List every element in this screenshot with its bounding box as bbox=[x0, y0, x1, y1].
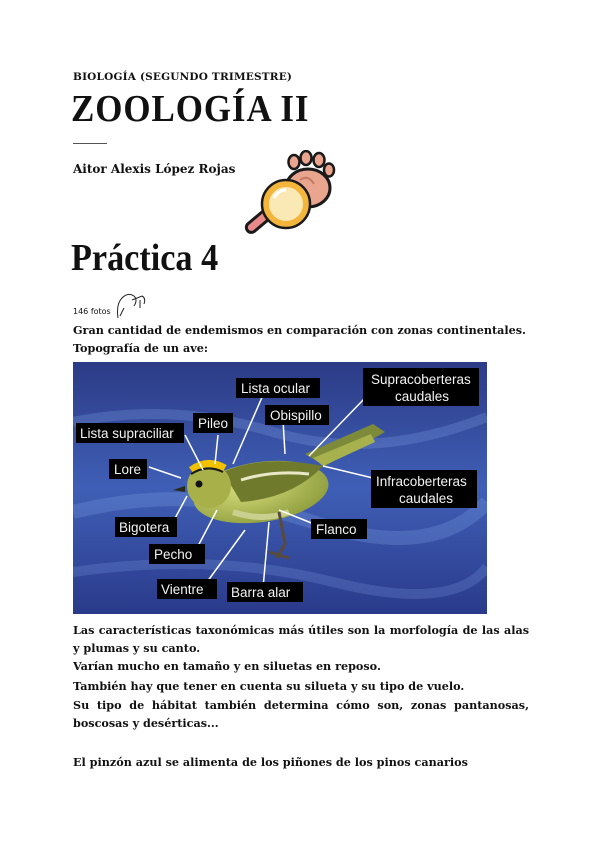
label-infracoberteras: Infracoberteras bbox=[376, 474, 467, 489]
document-title: ZOOLOGÍA II bbox=[71, 88, 310, 130]
photos-note: 146 fotos bbox=[73, 307, 111, 316]
paragraph-pinzon: El pinzón azul se alimenta de los piñones de los pinos canarios bbox=[73, 755, 468, 769]
paragraph-habitat: Su tipo de hábitat también determina cómo son, zonas pantanosas, boscosas y desérticas... bbox=[73, 698, 529, 730]
label-lore: Lore bbox=[114, 462, 142, 477]
course-subtitle: BIOLOGÍA (SEGUNDO TRIMESTRE) bbox=[73, 71, 293, 83]
handwritten-scribble-icon bbox=[114, 290, 150, 320]
label-bigotera: Bigotera bbox=[119, 520, 170, 535]
paragraph-taxonomic: Las características taxonómicas más útiles son la morfología de las alas y plumas y su canto. bbox=[73, 623, 529, 655]
label-supracoberteras: Supracoberteras bbox=[371, 372, 471, 387]
paragraph-flight: También hay que tener en cuenta su silueta y su tipo de vuelo. bbox=[73, 679, 465, 693]
label-barra-alar: Barra alar bbox=[231, 585, 291, 600]
paragraph-size: Varían mucho en tamaño y en siluetas en reposo. bbox=[73, 659, 381, 673]
label-obispillo: Obispillo bbox=[270, 408, 322, 423]
paragraph-endemism: Gran cantidad de endemismos en comparación con zonas continentales. bbox=[73, 323, 526, 337]
label-lista-supraciliar: Lista supraciliar bbox=[80, 426, 174, 441]
label-supracoberteras-caudales: caudales bbox=[395, 389, 450, 404]
label-pecho: Pecho bbox=[154, 547, 193, 562]
bird-topography-diagram bbox=[73, 362, 487, 614]
magnifier-paw-icon bbox=[240, 150, 340, 245]
paragraph-topography: Topografía de un ave: bbox=[73, 341, 208, 355]
author-name: Aitor Alexis López Rojas bbox=[73, 162, 236, 176]
label-infracoberteras-caudales: caudales bbox=[399, 491, 454, 506]
label-pileo: Pileo bbox=[198, 416, 229, 431]
label-vientre: Vientre bbox=[161, 582, 204, 597]
label-lista-ocular: Lista ocular bbox=[241, 381, 311, 396]
label-flanco: Flanco bbox=[316, 522, 357, 537]
practice-title: Práctica 4 bbox=[71, 237, 219, 279]
title-divider bbox=[73, 143, 107, 144]
